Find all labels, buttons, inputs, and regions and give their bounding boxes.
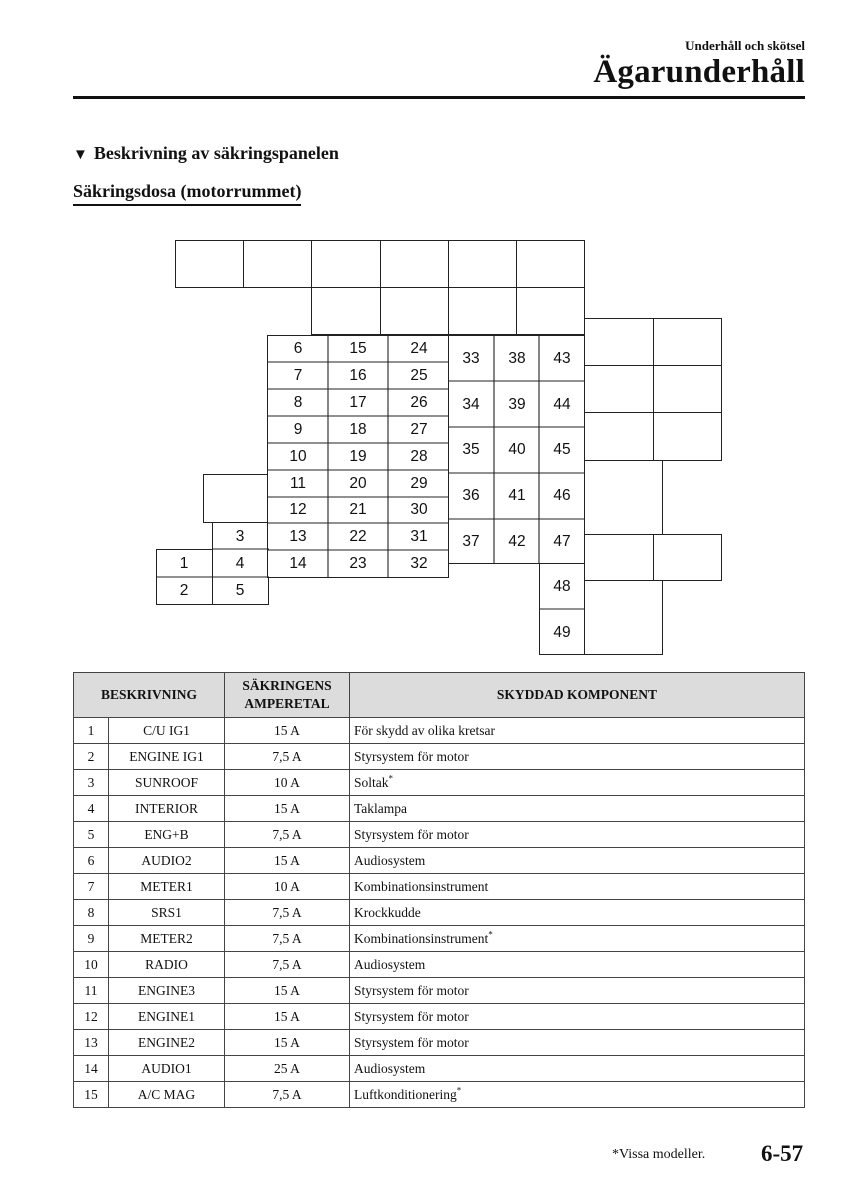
table-row xyxy=(74,1004,805,1030)
row-number xyxy=(74,1082,109,1108)
fuse-number: 16 xyxy=(349,367,367,384)
fuse-amperage xyxy=(225,822,350,848)
row-number xyxy=(74,1056,109,1082)
row-number xyxy=(74,848,109,874)
protected-component-text: Taklampa xyxy=(354,800,408,816)
fuse-number: 27 xyxy=(410,421,428,438)
fuse-name xyxy=(109,952,225,978)
protected-component xyxy=(350,900,805,926)
fuse-number: 24 xyxy=(410,340,428,357)
row-number-text: 11 xyxy=(84,982,98,998)
row-number xyxy=(74,822,109,848)
fuse-number: 4 xyxy=(235,555,245,572)
fuse-number: 12 xyxy=(289,501,307,518)
protected-component xyxy=(350,952,805,978)
protected-component-text: Luftkonditionering xyxy=(354,1086,457,1102)
table-row xyxy=(74,952,805,978)
fuse-number: 41 xyxy=(508,487,526,504)
table-row xyxy=(74,1082,805,1108)
fuse-name-text: ENGINE2 xyxy=(138,1034,195,1050)
protected-component-text: Kombinationsinstrument xyxy=(354,930,489,946)
table-header-row xyxy=(74,673,805,718)
fuse-number: 21 xyxy=(349,501,367,518)
fuse-name xyxy=(109,1004,225,1030)
row-number-text: 8 xyxy=(87,904,95,920)
fuse-number: 23 xyxy=(349,555,367,572)
fuse-name-text: C/U IG1 xyxy=(143,722,190,738)
row-number-text: 5 xyxy=(87,826,95,842)
row-number-text: 13 xyxy=(84,1034,98,1050)
protected-component-text: Styrsystem för motor xyxy=(354,748,469,764)
page-title: Ägarunderhåll xyxy=(593,54,805,90)
fuse-amperage-text: 15 A xyxy=(274,852,300,868)
fuse-amperage-text: 10 A xyxy=(274,774,300,790)
footnote-marker: * xyxy=(488,929,493,939)
fuse-number: 22 xyxy=(349,528,367,545)
fuse-amperage-text: 15 A xyxy=(274,982,300,998)
fuse-amperage xyxy=(225,744,350,770)
table-body xyxy=(74,718,805,1108)
fuse-amperage-text: 15 A xyxy=(274,722,300,738)
fuse-amperage-text: 10 A xyxy=(274,878,300,894)
fuse-name xyxy=(109,744,225,770)
row-number xyxy=(74,770,109,796)
fuse-amperage xyxy=(225,1082,350,1108)
fuse-number: 9 xyxy=(293,421,303,438)
fuse-amperage-text: 15 A xyxy=(274,1034,300,1050)
fuse-name-text: SRS1 xyxy=(151,904,182,920)
fuse-name xyxy=(109,770,225,796)
fuse-amperage xyxy=(225,770,350,796)
fuse-name-text: ENGINE IG1 xyxy=(129,748,204,764)
protected-component-text: För skydd av olika kretsar xyxy=(354,722,495,738)
row-number xyxy=(74,744,109,770)
fuse-amperage xyxy=(225,848,350,874)
fuse-amperage-text: 7,5 A xyxy=(272,930,302,946)
fuse-amperage xyxy=(225,978,350,1004)
triangle-down-icon: ▼ xyxy=(73,147,88,163)
fuse-name-text: ENGINE1 xyxy=(138,1008,195,1024)
fuse-number: 40 xyxy=(508,441,526,458)
fuse-number: 36 xyxy=(462,487,480,504)
protected-component-text: Soltak xyxy=(354,774,389,790)
fuse-amperage-text: 7,5 A xyxy=(272,748,302,764)
fuse-name xyxy=(109,978,225,1004)
fuse-amperage xyxy=(225,718,350,744)
header-amperage-line1: SÄKRINGENS xyxy=(242,678,332,693)
protected-component xyxy=(350,978,805,1004)
fuse-number: 2 xyxy=(179,582,189,599)
table-row xyxy=(74,848,805,874)
fuse-name-text: A/C MAG xyxy=(137,1086,196,1102)
fuse-number: 45 xyxy=(553,441,571,458)
fuse-name xyxy=(109,718,225,744)
row-number xyxy=(74,1004,109,1030)
row-number xyxy=(74,874,109,900)
fuse-number: 11 xyxy=(289,475,307,492)
fuse-name-text: RADIO xyxy=(145,956,188,972)
fuse-number: 43 xyxy=(553,350,571,367)
table-row xyxy=(74,796,805,822)
table-row xyxy=(74,1056,805,1082)
fuse-number: 48 xyxy=(553,578,571,595)
fuse-amperage xyxy=(225,796,350,822)
fuse-number: 17 xyxy=(349,394,367,411)
fuse-name xyxy=(109,926,225,952)
fuse-number: 29 xyxy=(410,475,428,492)
fuse-number: 19 xyxy=(349,448,367,465)
fuse-amperage xyxy=(225,926,350,952)
table-row xyxy=(74,1030,805,1056)
row-number xyxy=(74,978,109,1004)
header-component: SKYDDAD KOMPONENT xyxy=(350,673,805,718)
sub-heading-text: Säkringsdosa (motorrummet) xyxy=(73,181,302,201)
fuse-number: 8 xyxy=(293,394,303,411)
fuse-name xyxy=(109,1056,225,1082)
table-row xyxy=(74,874,805,900)
header-description: BESKRIVNING xyxy=(74,673,225,718)
row-number-text: 4 xyxy=(87,800,95,816)
fuse-name-text: AUDIO1 xyxy=(141,1060,192,1076)
fuse-number: 35 xyxy=(462,441,480,458)
fuse-amperage xyxy=(225,952,350,978)
section-heading-text: Beskrivning av säkringspanelen xyxy=(93,143,339,163)
header-amperage xyxy=(225,673,350,718)
protected-component-text: Kombinationsinstrument xyxy=(354,878,489,894)
protected-component xyxy=(350,1004,805,1030)
page-number: 6-57 xyxy=(761,1141,804,1166)
fuse-number: 34 xyxy=(462,396,480,413)
protected-component-text: Audiosystem xyxy=(354,1060,426,1076)
protected-component-text: Audiosystem xyxy=(354,852,426,868)
fuse-amperage-text: 15 A xyxy=(274,1008,300,1024)
row-number xyxy=(74,900,109,926)
fuse-number: 15 xyxy=(349,340,367,357)
fuse-number: 39 xyxy=(508,396,526,413)
fuse-name-text: INTERIOR xyxy=(135,800,198,816)
fuse-number: 38 xyxy=(508,350,526,367)
row-number-text: 10 xyxy=(84,956,98,972)
footnote-marker: * xyxy=(388,773,394,783)
fuse-name-text: METER2 xyxy=(140,930,193,946)
fuse-number: 6 xyxy=(293,340,303,357)
protected-component-text: Styrsystem för motor xyxy=(354,826,469,842)
table-row xyxy=(74,770,805,796)
fuse-number: 30 xyxy=(410,501,428,518)
protected-component-text: Krockkudde xyxy=(354,904,421,920)
fuse-name xyxy=(109,874,225,900)
fuse-name xyxy=(109,822,225,848)
fuse-number: 49 xyxy=(553,624,571,641)
fuse-number: 46 xyxy=(553,487,571,504)
fuse-name-text: ENG+B xyxy=(144,826,189,842)
protected-component xyxy=(350,926,805,952)
fuse-name xyxy=(109,1082,225,1108)
protected-component-text: Styrsystem för motor xyxy=(354,1008,469,1024)
fuse-number: 26 xyxy=(410,394,428,411)
protected-component xyxy=(350,1082,805,1108)
fuse-name-text: SUNROOF xyxy=(134,774,199,790)
fuse-number: 42 xyxy=(508,533,526,550)
fuse-number: 13 xyxy=(289,528,307,545)
fuse-amperage xyxy=(225,1056,350,1082)
protected-component xyxy=(350,796,805,822)
fuse-amperage xyxy=(225,874,350,900)
fuse-name xyxy=(109,796,225,822)
fuse-number: 5 xyxy=(235,582,245,599)
fuse-name xyxy=(109,848,225,874)
table-row xyxy=(74,900,805,926)
fuse-number: 3 xyxy=(235,528,245,545)
row-number-text: 1 xyxy=(87,722,95,738)
protected-component xyxy=(350,848,805,874)
fuse-amperage-text: 15 A xyxy=(274,800,300,816)
fuse-amperage xyxy=(225,1004,350,1030)
fuse-name xyxy=(109,900,225,926)
fuse-number: 28 xyxy=(410,448,428,465)
fuse-number: 14 xyxy=(289,555,307,572)
fuse-amperage xyxy=(225,1030,350,1056)
table-row xyxy=(74,718,805,744)
row-number-text: 3 xyxy=(87,774,95,790)
fuse-name-text: AUDIO2 xyxy=(141,852,192,868)
fuse-name-text: METER1 xyxy=(140,878,193,894)
row-number xyxy=(74,718,109,744)
protected-component xyxy=(350,822,805,848)
fuse-amperage-text: 7,5 A xyxy=(272,1086,302,1102)
fuse-number: 1 xyxy=(179,555,189,572)
row-number xyxy=(74,1030,109,1056)
footnote-marker: * xyxy=(456,1085,462,1095)
row-number-text: 12 xyxy=(84,1008,98,1024)
protected-component xyxy=(350,1030,805,1056)
table-row xyxy=(74,822,805,848)
fuse-number: 44 xyxy=(553,396,571,413)
chapter-title: Underhåll och skötsel xyxy=(685,38,805,53)
table-row xyxy=(74,926,805,952)
row-number-text: 9 xyxy=(87,930,95,946)
fuse-number: 10 xyxy=(289,448,307,465)
table-row xyxy=(74,978,805,1004)
fuse-amperage-text: 7,5 A xyxy=(272,826,302,842)
row-number-text: 6 xyxy=(87,852,95,868)
protected-component xyxy=(350,1056,805,1082)
row-number xyxy=(74,926,109,952)
fuse-number: 7 xyxy=(293,367,303,384)
table-row xyxy=(74,744,805,770)
fuse-name-text: ENGINE3 xyxy=(138,982,195,998)
row-number-text: 2 xyxy=(87,748,95,764)
protected-component-text: Styrsystem för motor xyxy=(354,982,469,998)
header-amperage-line2: AMPERETAL xyxy=(244,696,330,711)
protected-component xyxy=(350,744,805,770)
fuse-number: 32 xyxy=(410,555,428,572)
row-number xyxy=(74,796,109,822)
fuse-number: 31 xyxy=(410,528,428,545)
row-number-text: 14 xyxy=(84,1060,98,1076)
fuse-amperage xyxy=(225,900,350,926)
row-number xyxy=(74,952,109,978)
fuse-amperage-text: 7,5 A xyxy=(272,956,302,972)
row-number-text: 15 xyxy=(84,1086,98,1102)
fuse-amperage-text: 7,5 A xyxy=(272,904,302,920)
fuse-number: 20 xyxy=(349,475,367,492)
protected-component xyxy=(350,770,805,796)
fuse-number: 37 xyxy=(462,533,480,550)
fuse-spec-table xyxy=(73,672,805,1108)
protected-component-text: Styrsystem för motor xyxy=(354,1034,469,1050)
protected-component xyxy=(350,874,805,900)
protected-component xyxy=(350,718,805,744)
fuse-name xyxy=(109,1030,225,1056)
fuse-number: 47 xyxy=(553,533,571,550)
fuse-number: 33 xyxy=(462,350,480,367)
protected-component-text: Audiosystem xyxy=(354,956,426,972)
fuse-number: 25 xyxy=(410,367,428,384)
row-number-text: 7 xyxy=(87,878,95,894)
footnote: *Vissa modeller. xyxy=(612,1147,706,1162)
fuse-number: 18 xyxy=(349,421,367,438)
fuse-amperage-text: 25 A xyxy=(274,1060,300,1076)
